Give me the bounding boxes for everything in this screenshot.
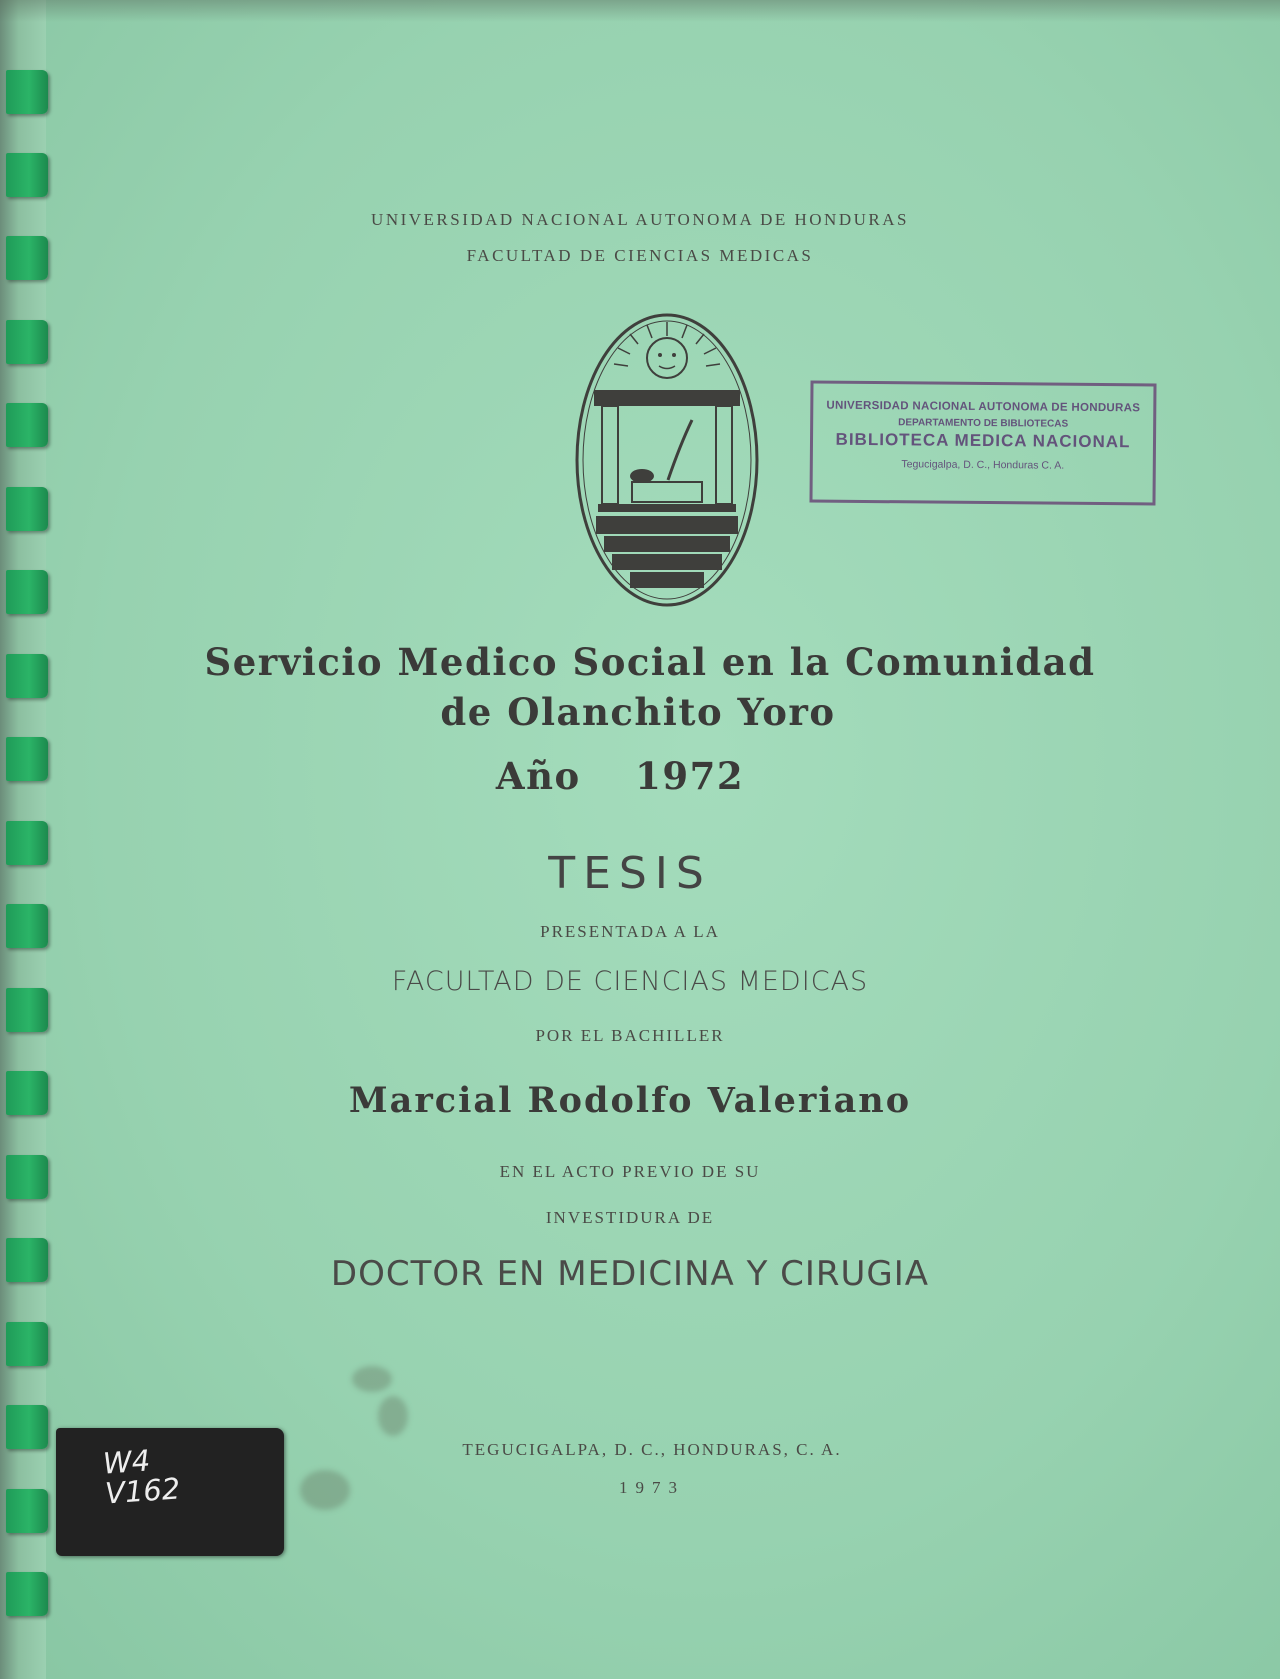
binding-ring-icon (6, 487, 48, 531)
binding-ring-icon (6, 153, 48, 197)
stamp-line-4: Tegucigalpa, D. C., Honduras C. A. (901, 458, 1065, 472)
thesis-title-line-1: Servicio Medico Social en la Comunidad (204, 640, 1096, 684)
binding-ring-icon (6, 70, 48, 114)
binding-ring-icon (6, 320, 48, 364)
stamp-line-2: DEPARTAMENTO DE BIBLIOTECAS (898, 417, 1069, 430)
call-number-text (101, 1443, 182, 1511)
place-text: TEGUCIGALPA, D. C., HONDURAS, C. A. (462, 1440, 842, 1459)
degree-title: DOCTOR EN MEDICINA Y CIRUGIA (330, 1254, 930, 1294)
previous-act-text: EN EL ACTO PREVIO DE SU (499, 1162, 761, 1181)
stamp-line-1: UNIVERSIDAD NACIONAL AUTONOMA DE HONDURAS (826, 399, 1141, 415)
thesis-year: Año 1972 (495, 754, 745, 798)
thesis-title-line-2: de Olanchito Yoro (440, 690, 836, 734)
faculty-name-large: FACULTAD DE CIENCIAS MEDICAS (391, 966, 869, 997)
binding-ring-icon (6, 570, 48, 614)
investiture-text: INVESTIDURA DE (545, 1208, 715, 1227)
smudge (378, 1396, 408, 1436)
smudge (300, 1470, 350, 1510)
tesis-heading: TESIS (548, 848, 712, 899)
call-number-line-1: W4 (101, 1443, 152, 1481)
university-seal-icon (572, 310, 762, 610)
call-number-line-2: V162 (103, 1471, 182, 1511)
call-number-label (56, 1428, 284, 1556)
cover-edge-shadow (0, 0, 1280, 22)
binding-ring-icon (6, 403, 48, 447)
presented-to-text: PRESENTADA A LA (540, 922, 720, 941)
by-bachelor-text: POR EL BACHILLER (535, 1026, 725, 1045)
library-stamp (809, 380, 1156, 505)
smudge (352, 1366, 392, 1392)
binding-ring-icon (6, 1572, 48, 1616)
binding-ring-icon (6, 1322, 48, 1366)
faculty-name: FACULTAD DE CIENCIAS MEDICAS (466, 246, 814, 265)
stamp-line-3: BIBLIOTECA MEDICA NACIONAL (835, 429, 1131, 452)
university-name: UNIVERSIDAD NACIONAL AUTONOMA DE HONDURAS (371, 210, 909, 229)
author-name: Marcial Rodolfo Valeriano (348, 1080, 912, 1121)
publication-year: 1973 (619, 1478, 685, 1497)
